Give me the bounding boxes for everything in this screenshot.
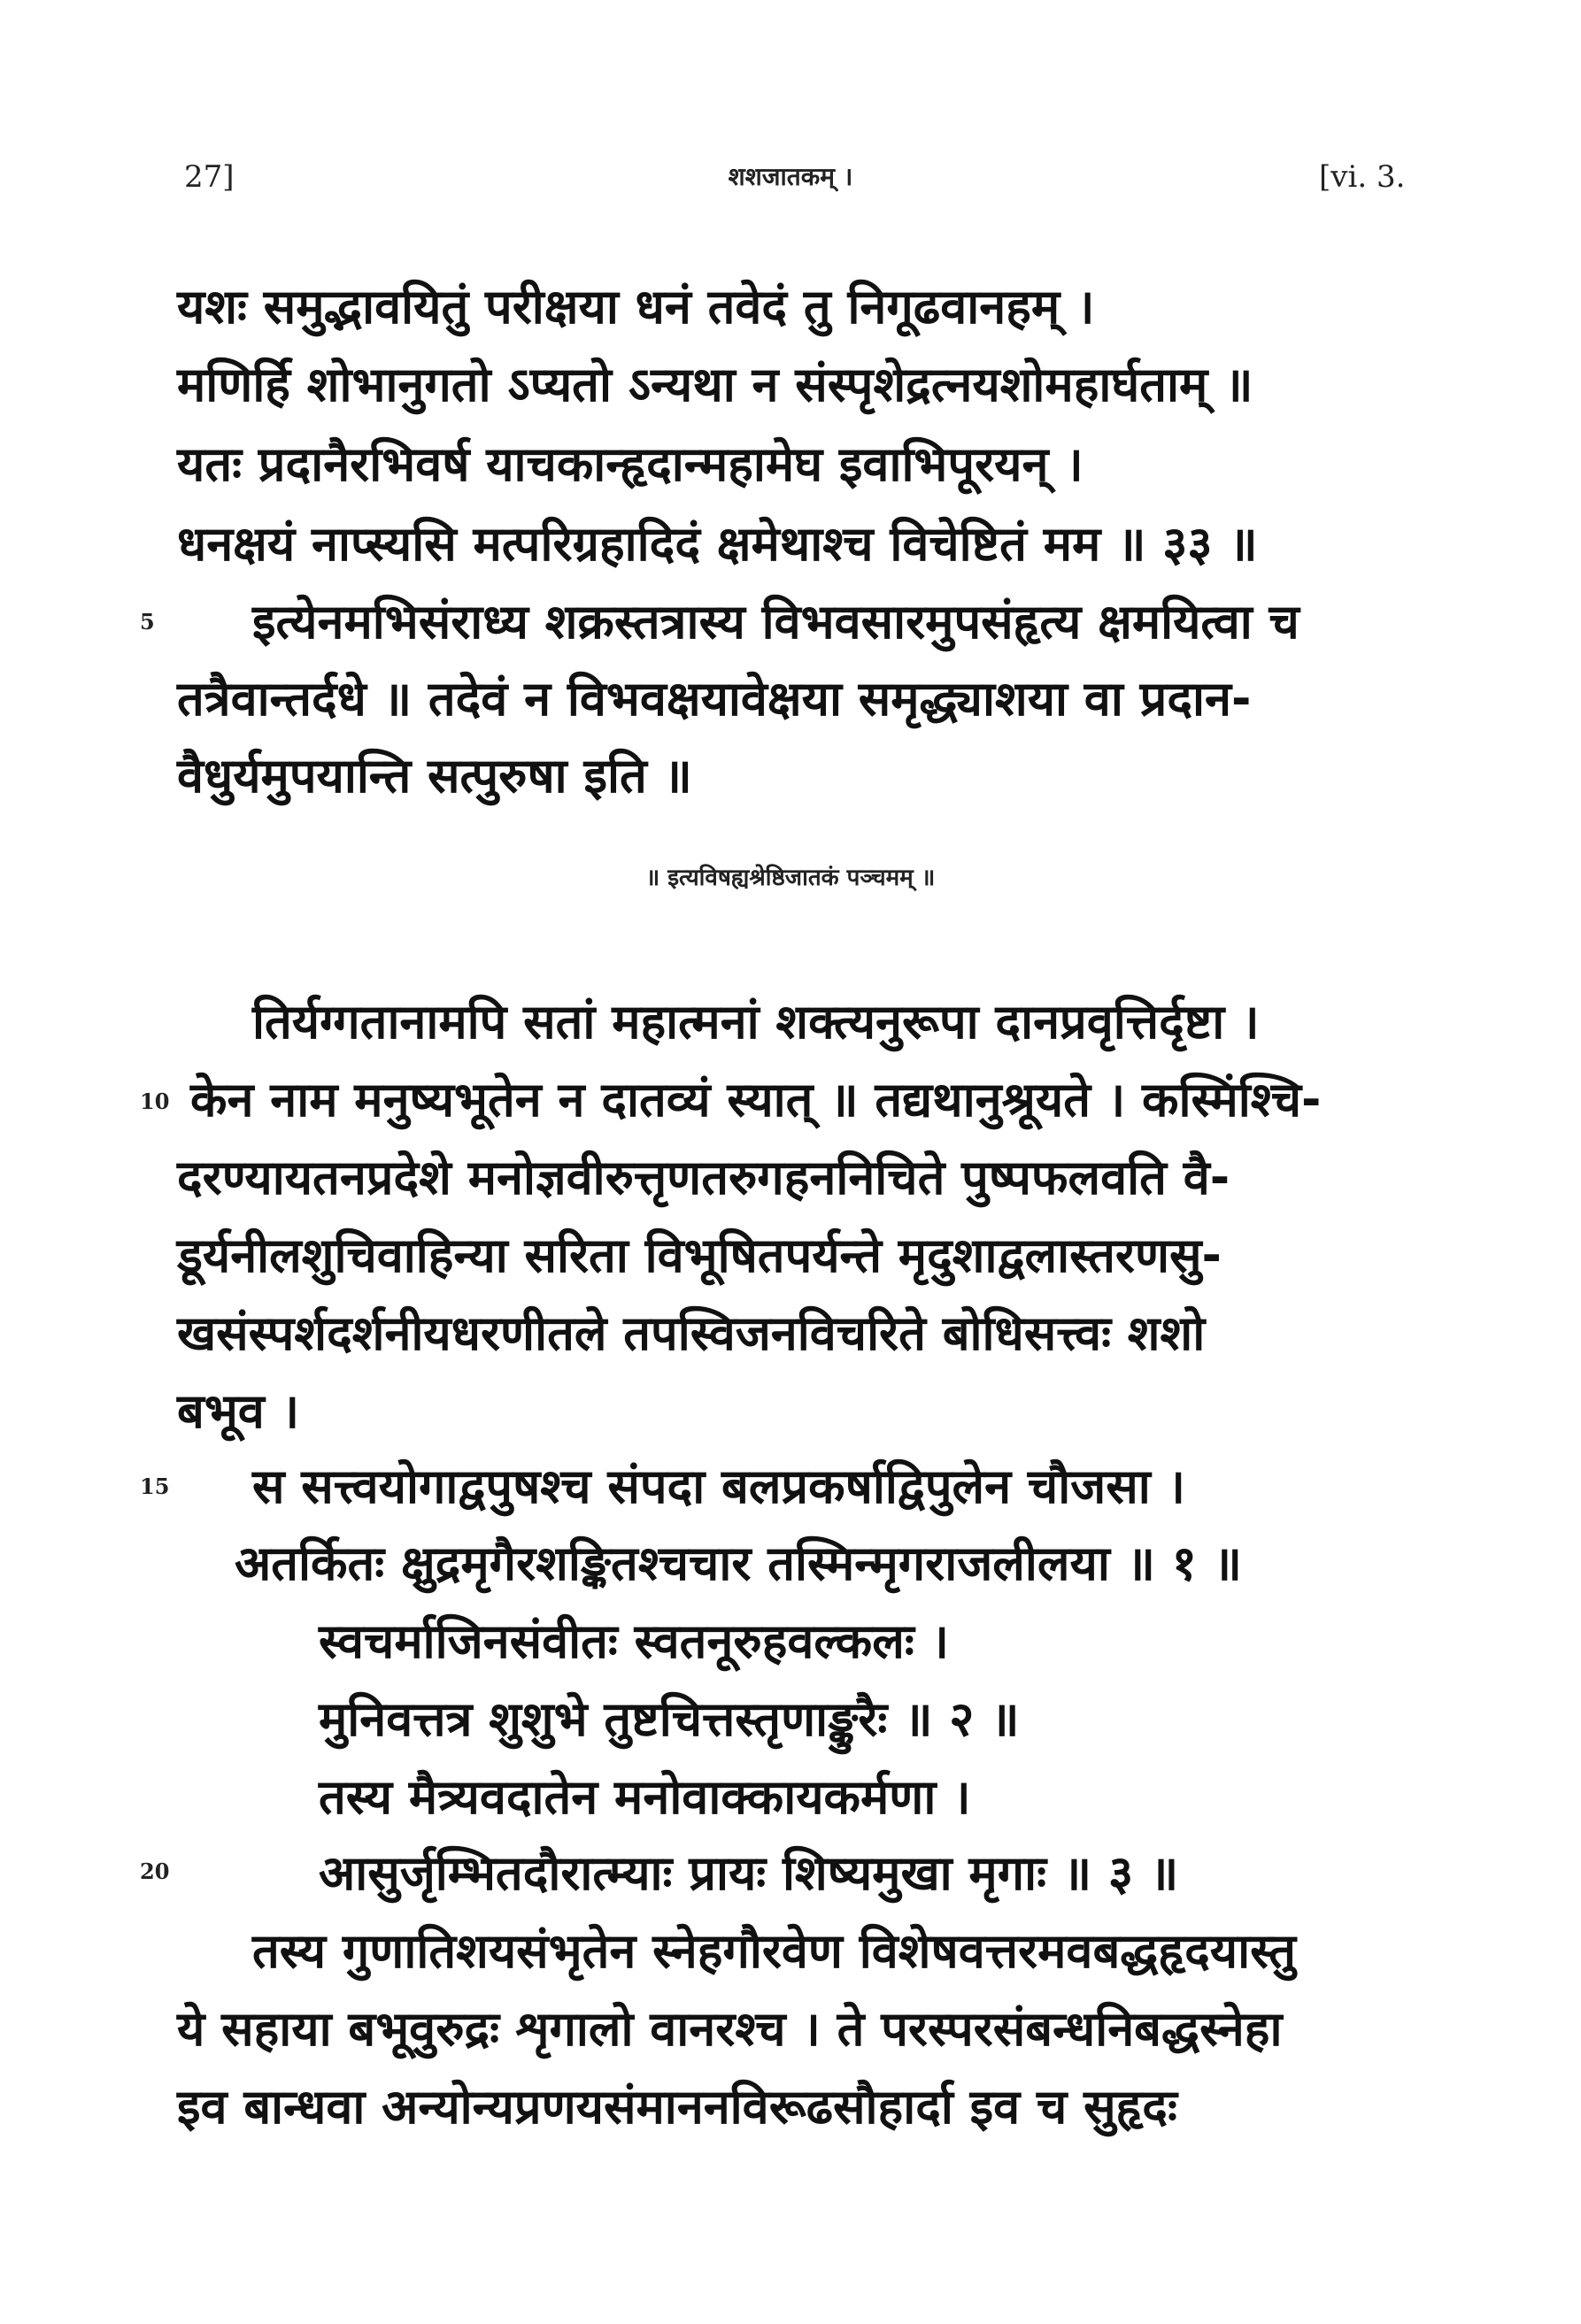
prose-line: तत्रैवान्तर्दधे ॥ तदेवं न विभवक्षयावेक्षया समृद्ध्याशया वा प्रदान-	[177, 671, 1252, 727]
verse-line: अतर्कितः क्षुद्रमृगैरशङ्कितश्चचार तस्मिन्मृगराजलीलया ॥ १ ॥	[235, 1535, 1242, 1591]
prose-line: इव बान्धवा अन्योन्यप्रणयसंमाननविरूढसौहार्दा इव च सुहृदः	[177, 2079, 1177, 2135]
verse-line: स सत्त्वयोगाद्वपुषश्च संपदा बलप्रकर्षाद्विपुलेन चौजसा ।	[252, 1458, 1186, 1514]
verse-line: स्वचर्माजिनसंवीतः स्वतनूरुहवल्कलः ।	[319, 1613, 950, 1669]
verse-line: तस्य मैत्र्यवदातेन मनोवाक्कायकर्मणा ।	[319, 1769, 971, 1825]
prose-line: तिर्यग्गतानामपि सतां महात्मनां शक्त्यनुरूपा दानप्रवृत्तिर्दृष्टा ।	[252, 994, 1260, 1050]
prose-line: खसंस्पर्शदर्शनीयधरणीतले तपस्विजनविचरिते बोधिसत्त्वः शशो	[177, 1305, 1206, 1361]
line-number: 15	[140, 1474, 170, 1499]
verse-line: मुनिवत्तत्र शुशुभे तुष्टचित्तस्तृणाङ्कुरैः ॥ २ ॥	[319, 1691, 1020, 1747]
prose-line: ये सहाया बभूवुरुद्रः शृगालो वानरश्च । ते परस्परसंबन्धनिबद्धस्नेहा	[177, 2001, 1283, 2057]
line-number: 20	[140, 1858, 170, 1884]
prose-line: वैधुर्यमुपयान्ति सत्पुरुषा इति ॥	[177, 748, 692, 804]
running-title: शशजातकम् ।	[728, 162, 853, 191]
line-number: 5	[140, 609, 155, 635]
verse-line: यशः समुद्भावयितुं परीक्षया धनं तवेदं तु निगूढवानहम् ।	[177, 279, 1095, 335]
verse-line: यतः प्रदानैरभिवर्ष याचकान्हृदान्महामेघ इवाभिपूरयन् ।	[177, 436, 1084, 492]
prose-line: इत्येनमभिसंराध्य शक्रस्तत्रास्य विभवसारमुपसंहृत्य क्षमयित्वा च	[252, 594, 1300, 650]
prose-line: डूर्यनीलशुचिवाहिन्या सरिता विभूषितपर्यन्ते मृदुशाद्वलास्तरणसु-	[177, 1227, 1222, 1283]
prose-line: केन नाम मनुष्यभूतेन न दातव्यं स्यात् ॥ तद्यथानुश्रूयते । कस्मिंश्चि-	[190, 1072, 1322, 1127]
prose-line: दरण्यायतनप्रदेशे मनोज्ञवीरुत्तृणतरुगहननिचिते पुष्पफलवति वै-	[177, 1150, 1230, 1205]
prose-line: तस्य गुणातिशयसंभृतेन स्नेहगौरवेण विशेषवत्तरमवबद्धहृदयास्तु	[252, 1923, 1296, 1979]
verse-line: आसुर्जृम्भितदौरात्म्याः प्रायः शिष्यमुखा मृगाः ॥ ३ ॥	[319, 1845, 1179, 1901]
line-number: 10	[140, 1089, 170, 1114]
prose-line: बभूव ।	[177, 1383, 300, 1439]
verse-line: धनक्षयं नाप्स्यसि मत्परिग्रहादिदं क्षमेथाश्च विचेष्टितं मम ॥ ३३ ॥	[177, 516, 1258, 572]
page-number: 27]	[184, 159, 235, 195]
verse-line: मणिर्हि शोभानुगतो ऽप्यतो ऽन्यथा न संस्पृशेद्रत्नयशोमहार्घताम् ॥	[177, 357, 1253, 412]
section-reference: [vi. 3.	[1319, 159, 1406, 195]
chapter-colophon: ॥ इत्यविषह्यश्रेष्ठिजातकं पञ्चमम् ॥	[645, 865, 936, 891]
